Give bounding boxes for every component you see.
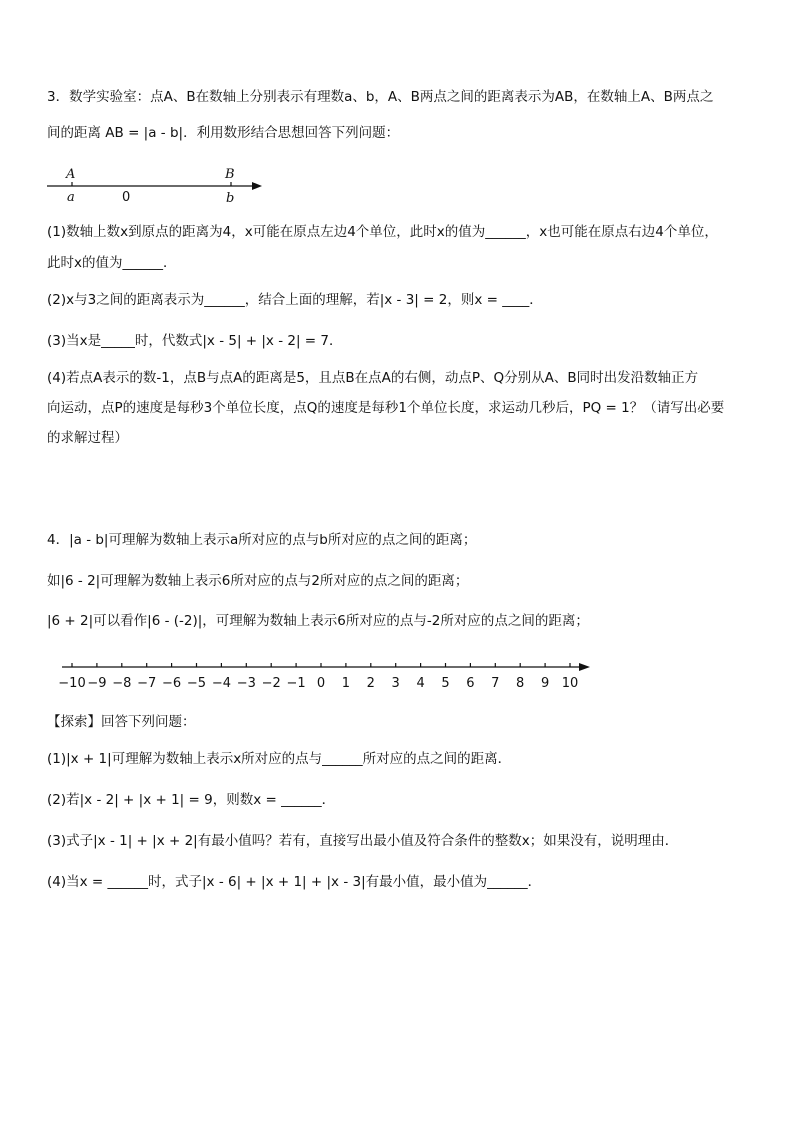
q3-part1-line1: (1)数轴上数x到原点的距离为4，x可能在原点左边4个单位，此时x的值为______，x也可能在原点右边4个单位， [47,224,718,240]
q4-tick-label: 1 [341,676,351,691]
q4-tick-label: −5 [186,676,207,691]
q4-stem-line1: 4．|a - b|可理解为数轴上表示a所对应的点与b所对应的点之间的距离； [47,532,477,548]
q4-tick-label: −2 [261,676,281,691]
q4-explore-heading: 【探索】回答下列问题： [47,714,196,730]
q4-tick-label: −9 [87,676,107,691]
q4-tick-label: 8 [516,676,525,691]
q3-axis-arrow [252,182,262,190]
q3-part1-line2: 此时x的值为______． [47,255,177,271]
q3-label-a: a [67,190,75,205]
q4-tick-label: 5 [441,676,450,691]
q4-tick-label: 2 [366,676,375,691]
q3-part3: (3)当x是_____时，代数式|x - 5| + |x - 2| = 7． [47,333,343,349]
q4-part2: (2)若|x - 2| + |x + 1| = 9，则数x = ______． [47,792,336,808]
q3-label-A: A [66,167,76,182]
q4-tick-label: 7 [491,676,500,691]
q3-part4-line2: 向运动，点P的速度是每秒3个单位长度，点Q的速度是每秒1个单位长度，求运动几秒后，PQ = 1？（请写出必要 [47,400,725,416]
q3-label-b: b [226,191,235,206]
q4-tick-label: −8 [112,676,132,691]
q3-number-line-figure [40,158,280,210]
q4-axis-arrow [579,663,590,671]
q4-part3: (3)式子|x - 1| + |x + 2|有最小值吗？若有，直接写出最小值及符合条件的整数x；如果没有，说明理由． [47,833,679,849]
q3-part2: (2)x与3之间的距离表示为______，结合上面的理解，若|x - 3| = 2，则x = ____． [47,292,543,308]
q4-part1: (1)|x + 1|可理解为数轴上表示x所对应的点与______所对应的点之间的距离． [47,751,512,767]
q4-tick-label: 3 [391,676,400,691]
q4-tick-label: 9 [540,676,550,691]
q3-part4-line1: (4)若点A表示的数-1，点B与点A的距离是5，且点B在点A的右侧，动点P、Q分别从A、B同时出发沿数轴正方 [47,370,699,386]
q4-part4: (4)当x = ______时，式子|x - 6| + |x + 1| + |x - 3|有最小值，最小值为______． [47,874,542,890]
q4-tick-label: −10 [58,676,86,691]
q4-tick-label: 4 [416,676,425,691]
q4-tick-label: −1 [286,676,306,691]
q4-tick-label: −6 [162,676,182,691]
q3-label-B: B [225,167,235,182]
q4-tick-label: 6 [466,676,475,691]
q4-tick-label: −7 [137,676,157,691]
q4-tick-label: −3 [236,676,256,691]
q4-tick-label: −4 [211,676,231,691]
q4-stem-line3: |6 + 2|可以看作|6 - (-2)|，可理解为数轴上表示6所对应的点与-2所对应的点之间的距离； [47,613,589,629]
q4-tick-label: 10 [561,676,579,691]
q3-stem-line2: 间的距离 AB = |a - b|．利用数形结合思想回答下列问题： [47,125,400,141]
q3-label-zero: 0 [122,190,131,205]
q3-part4-line3: 的求解过程） [47,430,128,446]
q4-number-line [48,652,598,694]
q4-stem-line2: 如|6 - 2|可理解为数轴上表示6所对应的点与2所对应的点之间的距离； [47,573,469,589]
q3-stem-line1: 3．数学实验室：点A、B在数轴上分别表示有理数a、b，A、B两点之间的距离表示为AB，在数轴上A、B两点之 [47,89,714,105]
q4-tick-label: 0 [316,676,326,691]
